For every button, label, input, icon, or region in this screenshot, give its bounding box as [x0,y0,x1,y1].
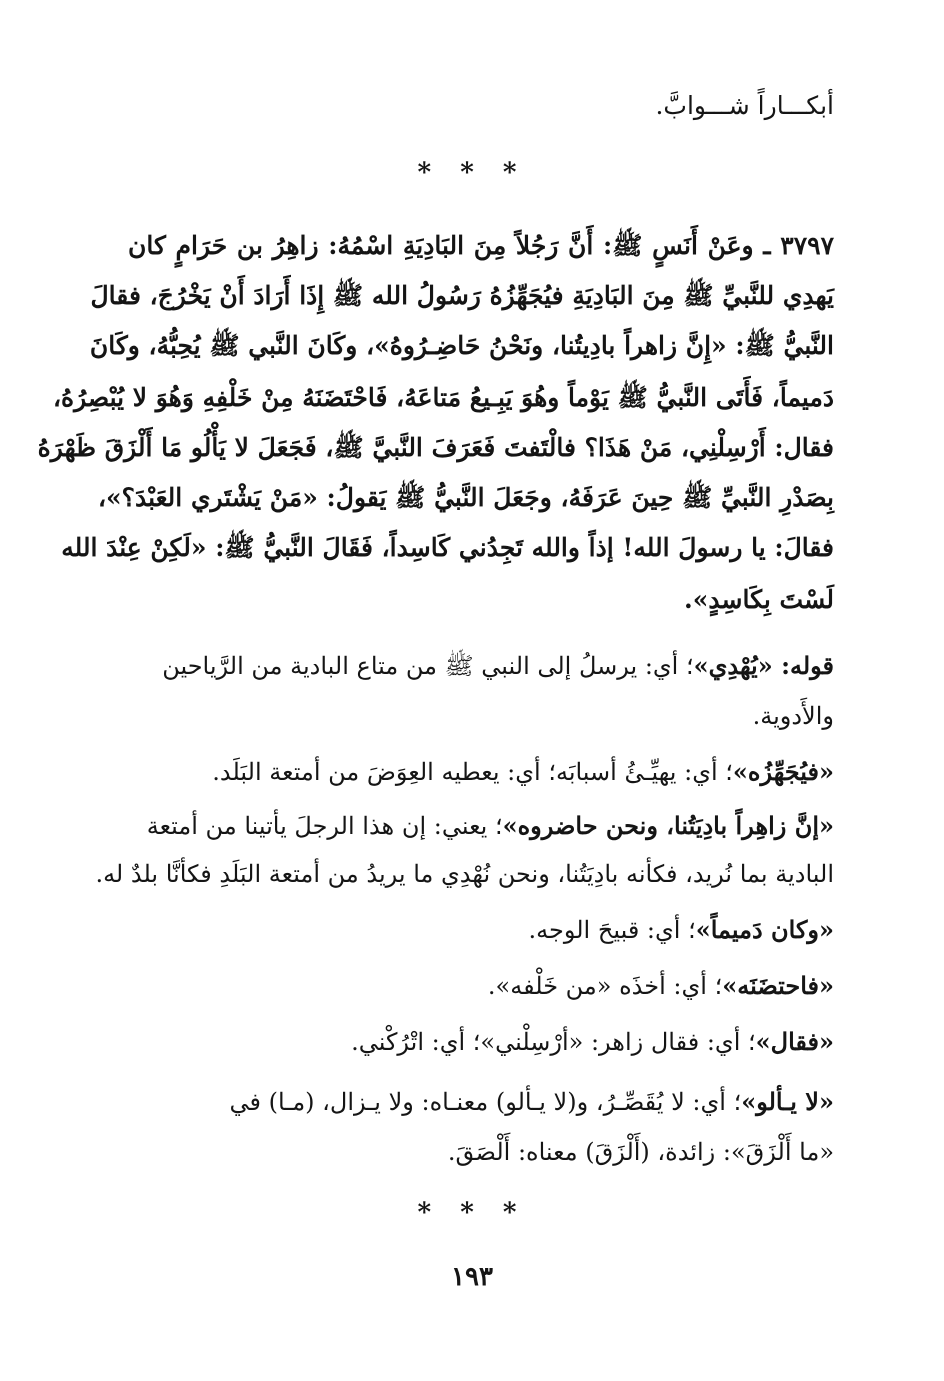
commentary-gloss: ؛ أي: يهيِّـئُ أسبابَه؛ أي: يعطيه العِوَضَ من أمتعة البَلَد. [212,758,733,786]
page-number: ١٩٣ [451,1262,493,1292]
hadith-line: النَّبيُّ ﷺ: «إِنَّ زاهراً بادِيتُنا، ونَحْنُ حَاضِـرُوهُ»، وكَانَ النَّبي ﷺ يُحِبُّهُ، وكَانَ [89,331,834,360]
commentary-lemma: قوله: «يُهْدِي» [693,651,834,680]
hadith-line: فقال: أَرْسِلْنِي، مَنْ هَذَا؟ فالْتَفتَ فَعَرَفَ النَّبيَّ ﷺ، فَجَعَلَ لا يَأْلُو مَا أَلْزَقَ ظَهْرَهُ [37,433,834,462]
commentary-gloss: ؛ أي: يرسلُ إلى النبي ﷺ من متاع البادية من الرَّياحين [162,652,694,680]
commentary-line [128,968,834,1008]
commentary-line [128,808,834,848]
commentary-line: «ما أَلْزَقَ»: زائدة، (أَلْزَقَ) معناه: أَلْصَقَ. [447,1138,834,1166]
hadith-line: ٣٧٩٧ ـ وعَنْ أَنَسٍ ﷺ: أَنَّ رَجُلاً مِنَ البَادِيَةِ اسْمُهُ: زاهِرُ بن حَرَامٍ كان [128,231,834,260]
hadith-line: دَميماً، فَأَتَى النَّبيُّ ﷺ يَوْماً وهُوَ يَبِـيعُ مَتاعَهُ، فَاحْتَضَنَهُ مِنْ خَلْفِهِ وَهُوَ لا يُبْصِرُهُ، [52,383,834,412]
hadith-line: يَهدِي للنَّبيِّ ﷺ مِنَ البَادِيَةِ فيُجَهِّزُهُ رَسُولُ الله ﷺ إِذَا أَرَادَ أَنْ يَخْرُجَ، فقالَ [90,281,834,310]
commentary-lemma: «لا يـألو» [741,1087,834,1116]
section-separator-bottom: * * * [417,1198,527,1228]
commentary-line: والأَدوية. [752,702,834,730]
hadith-line: فقالَ: يا رسولَ الله! إذاً والله تَجِدُني كَاسِداً، فَقَالَ النَّبيُّ ﷺ: «لَكِنْ عِنْدَ الله [61,533,834,562]
commentary-line: البادية بما نُريد، فكأنه بادِيَتُنا، ونحن نُهْدِي ما يريدُ من أمتعة البَلَدِ فكأنَّا بلدٌ له. [95,860,834,888]
commentary-gloss: ؛ أي: أخذَه «من خَلْفه». [487,972,723,1000]
commentary-lemma: «فيُجَهِّزُه» [732,757,834,786]
section-separator-top: * * * [417,158,527,188]
commentary-line [128,1084,834,1124]
commentary-line [128,912,834,952]
commentary-line [128,754,834,794]
commentary-line [128,648,834,688]
commentary-lemma: «فقال» [755,1027,834,1056]
commentary-gloss: ؛ أي: قبيحَ الوجه. [528,916,696,944]
commentary-gloss: ؛ أي: فقال زاهر: «أرْسِلْني»؛ أي: اتْرُكْني. [351,1028,756,1056]
continuation-line: أبكـــاراً شـــوابَّ. [655,91,834,120]
commentary-lemma: «إنَّ زاهِراً بادِيَتُنا، ونحن حاضروه» [502,811,834,840]
commentary-gloss: ؛ يعني: إن هذا الرجلَ يأتينا من أمتعة [146,812,503,840]
commentary-line [128,1024,834,1064]
commentary-lemma: «فاحتضَنَه» [722,971,834,1000]
commentary-gloss: ؛ أي: لا يُقَصِّـرُ، و(لا يـألو) معنـاه: ولا يـزال، (مـا) في [229,1088,742,1116]
hadith-line: بِصَدْرِ النَّبيِّ ﷺ حِينَ عَرَفَهُ، وجَعَلَ النَّبيُّ ﷺ يَقولُ: «مَنْ يَشْتَري العَبْدَ؟»، [97,483,834,512]
hadith-line: لَسْتَ بِكَاسِدٍ». [684,585,834,614]
commentary-lemma: «وكان دَميماً» [695,915,834,944]
